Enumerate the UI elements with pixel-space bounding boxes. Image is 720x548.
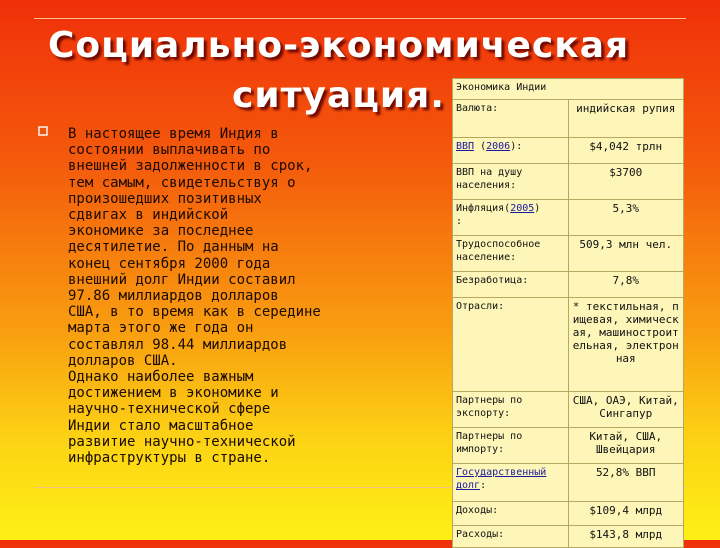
row-key: Расходы: <box>453 526 569 548</box>
table-row <box>453 164 684 200</box>
table-row <box>453 100 684 138</box>
row-value: Китай, США, Швейцария <box>568 428 684 464</box>
table-row <box>453 392 684 428</box>
row-key: Партнеры по импорту: <box>453 428 569 464</box>
key-fragment: ) : <box>456 203 541 227</box>
row-value: индийская рупия <box>568 100 684 138</box>
state-debt-link[interactable]: Государственный долг <box>456 467 547 491</box>
row-value: $143,8 млрд <box>568 526 684 548</box>
row-key <box>453 464 569 502</box>
row-key: Валюта: <box>453 100 569 138</box>
row-value: 5,3% <box>568 200 684 236</box>
gdp-link[interactable]: ВВП <box>456 141 475 152</box>
economy-infobox <box>452 78 684 548</box>
infobox-header: Экономика Индии <box>453 79 684 100</box>
row-key: Отрасли: <box>453 298 569 392</box>
year-2005-link[interactable]: 2005 <box>510 203 535 214</box>
row-value: $3700 <box>568 164 684 200</box>
hollow-square-bullet-icon <box>38 126 48 136</box>
row-value: * текстильная, пищевая, химическая, машиностроительная, электронная <box>568 298 684 392</box>
key-fragment: Инфляция( <box>456 203 511 214</box>
year-2006-link[interactable]: 2006 <box>486 141 511 152</box>
top-rule <box>34 18 686 19</box>
slide-title-line-1: Социально-экономическая <box>48 25 630 66</box>
slide-title-line-2: ситуация. <box>232 75 445 116</box>
row-value: 509,3 млн чел. <box>568 236 684 272</box>
table-row <box>453 298 684 392</box>
table-row <box>453 428 684 464</box>
row-value: $4,042 трлн <box>568 138 684 164</box>
row-value: США, ОАЭ, Китай, Сингапур <box>568 392 684 428</box>
row-key: Партнеры по экспорту: <box>453 392 569 428</box>
row-key: Безработица: <box>453 272 569 298</box>
row-key <box>453 200 569 236</box>
table-row <box>453 526 684 548</box>
key-fragment: ( <box>474 141 487 152</box>
infobox-header-row <box>453 79 684 100</box>
key-fragment: : <box>480 480 487 491</box>
row-key: Доходы: <box>453 502 569 526</box>
table-row <box>453 138 684 164</box>
table-row <box>453 200 684 236</box>
row-value: 52,8% ВВП <box>568 464 684 502</box>
row-key <box>453 138 569 164</box>
row-value: 7,8% <box>568 272 684 298</box>
table-row <box>453 502 684 526</box>
row-key: Трудоспособное население: <box>453 236 569 272</box>
row-value: $109,4 млрд <box>568 502 684 526</box>
key-fragment: ): <box>510 141 523 152</box>
table-row <box>453 464 684 502</box>
table-row <box>453 236 684 272</box>
row-key: ВВП на душу населения: <box>453 164 569 200</box>
body-paragraph: В настоящее время Индия в состоянии выплачивать по внешней задолженности в срок, тем самым, свидетельствуя о произошедших позитивных сдвигах в индийской экономике за последнее десятилетие. По данным на конец сентября 2000 года внешний долг Индии составил 97.86 миллиардов долларов США, в то время как в середине марта этого же года он составлял 98.44 миллиардов долларов США. Однако наиболее важным достижением в экономике и научно-технической сфере Индии стало масштабное развитие научно-технической инфраструктуры в стране. <box>68 126 321 467</box>
table-row <box>453 272 684 298</box>
